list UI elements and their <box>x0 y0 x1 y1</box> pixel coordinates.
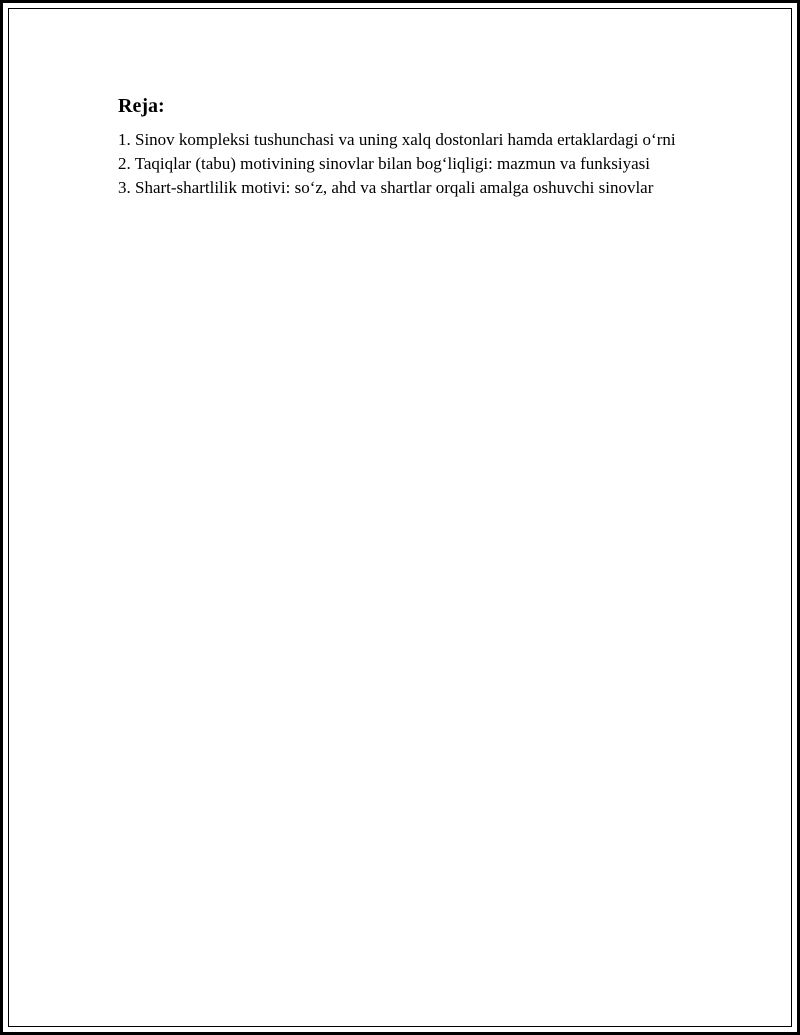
plan-list <box>118 128 698 200</box>
plan-item: 1. Sinov kompleksi tushunchasi va uning xalq dostonlari hamda ertaklardagi o‘rni <box>118 130 676 149</box>
plan-item: 2. Taqiqlar (tabu) motivining sinovlar bilan bog‘liqligi: mazmun va funksiyasi <box>118 154 651 173</box>
document-body <box>118 94 698 200</box>
plan-heading: Reja: <box>118 95 165 117</box>
plan-item: 3. Shart-shartlilik motivi: so‘z, ahd va shartlar orqali amalga oshuvchi sinovlar <box>118 178 654 197</box>
